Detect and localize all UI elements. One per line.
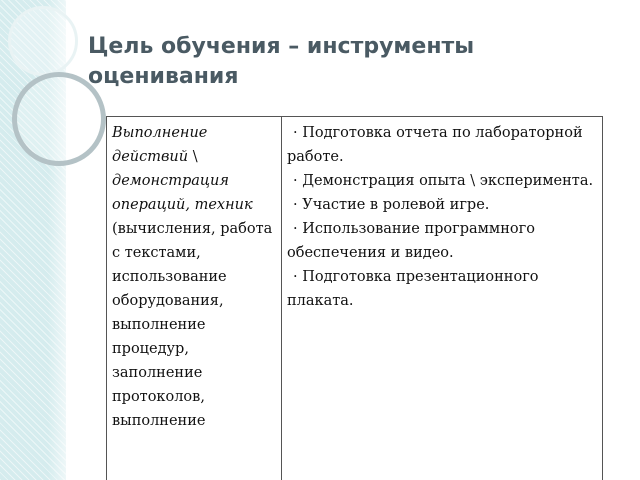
bullet-dot-icon: · — [293, 269, 298, 285]
bullet-dot-icon: · — [293, 173, 298, 189]
slide-title: Цель обучения – инструменты оценивания — [88, 34, 475, 89]
bullet-dot-icon: · — [293, 221, 298, 237]
tool-bullet-text: Подготовка презентационного плаката. — [287, 269, 539, 309]
activity-separator: \ — [188, 149, 198, 165]
table-row — [107, 117, 603, 480]
tool-bullet-item — [287, 217, 597, 265]
bullet-dot-icon: · — [293, 197, 298, 213]
decorative-ring-top — [8, 6, 78, 76]
tool-bullet-text: Демонстрация опыта \ эксперимента. — [302, 173, 594, 189]
activity-description: (вычисления, работа с текстами, использование оборудования, выполнение процедур, заполнение протоколов, выполнение — [112, 221, 273, 429]
bullet-dot-icon: · — [293, 125, 298, 141]
tools-cell — [282, 117, 603, 480]
activity-title-line1: Выполнение — [112, 125, 208, 141]
tool-bullet-text: Использование программного обеспечения и видео. — [287, 221, 535, 261]
tool-bullet-item — [287, 265, 597, 313]
activity-title-line2: действий — [112, 149, 189, 165]
activity-title-line3: демонстрация операций, техник — [112, 173, 253, 213]
tool-bullet-text: Подготовка отчета по лабораторной работе. — [287, 125, 583, 165]
activity-cell — [107, 117, 282, 480]
assessment-table — [106, 116, 603, 480]
tool-bullet-item — [287, 121, 597, 169]
tool-bullet-text: Участие в ролевой игре. — [302, 197, 490, 213]
tool-bullet-item — [287, 169, 597, 193]
tool-bullet-item — [287, 193, 597, 217]
